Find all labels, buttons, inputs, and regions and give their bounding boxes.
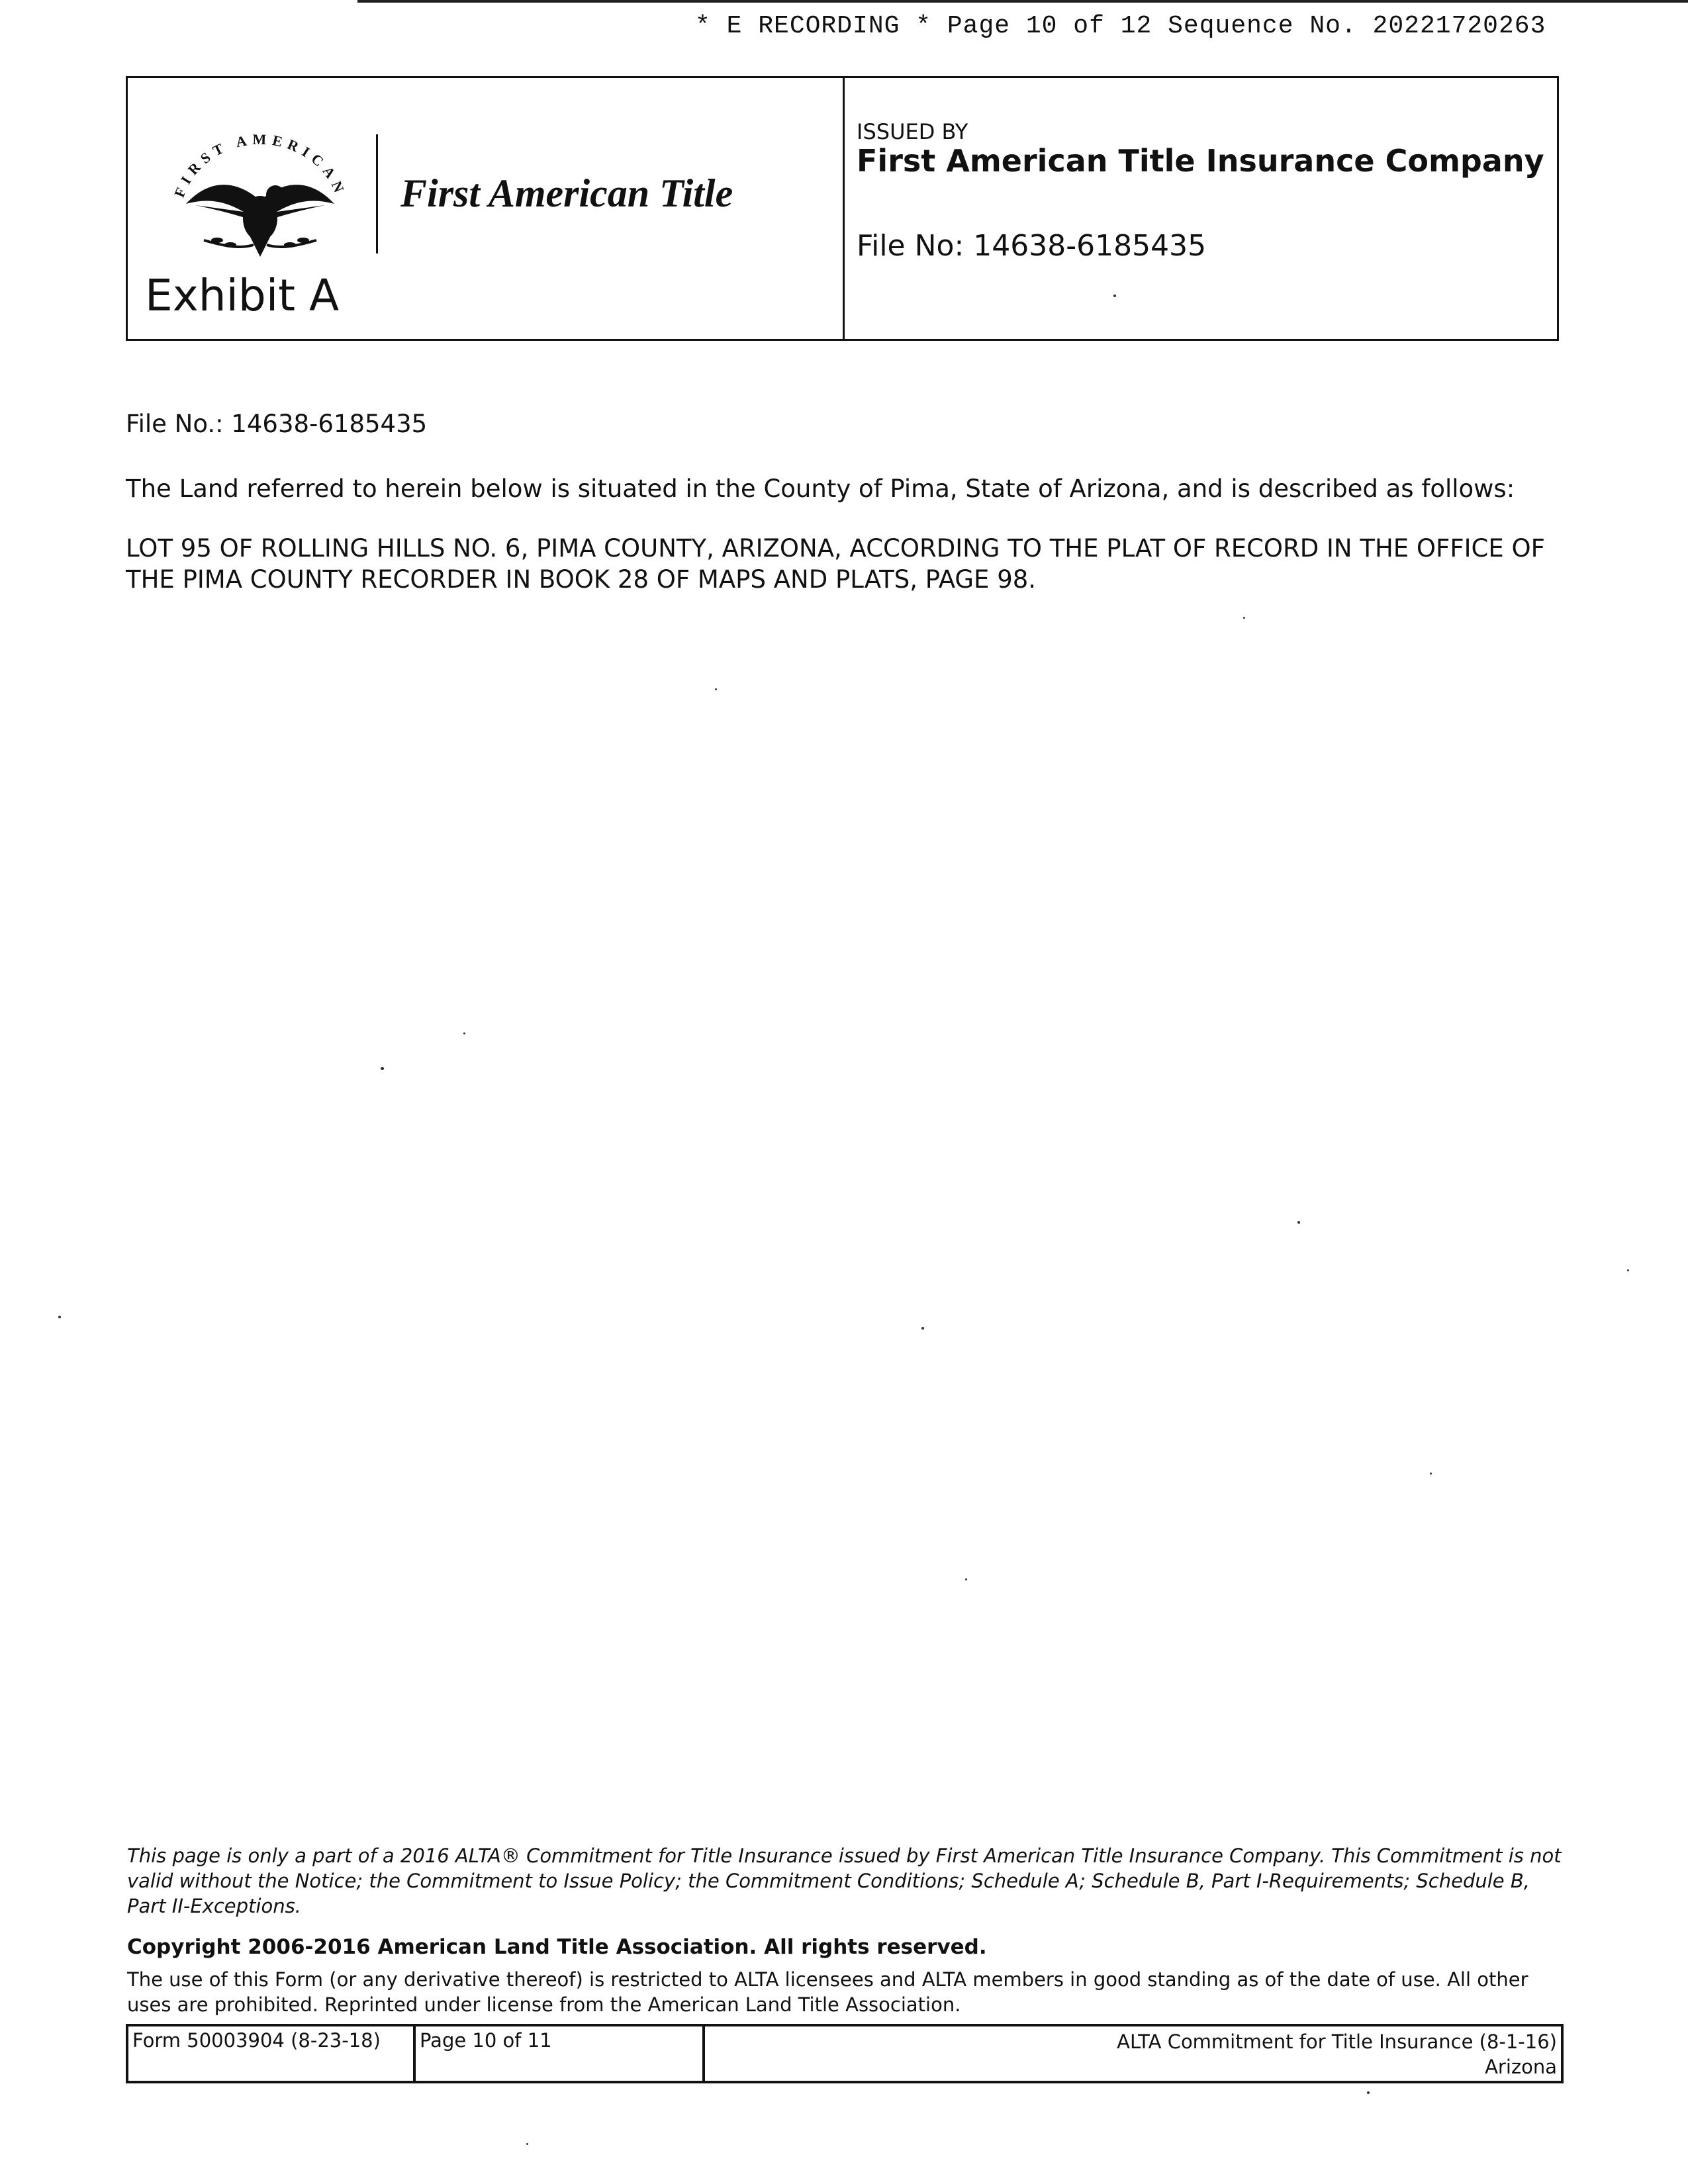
header-left-panel — [128, 78, 845, 339]
header-right-panel — [845, 78, 1557, 339]
scan-speck — [526, 2143, 528, 2145]
commitment-title: ALTA Commitment for Title Insurance (8-1-16) — [1117, 2030, 1557, 2053]
file-number: File No.: 14638-6185435 — [126, 410, 428, 438]
land-intro: The Land referred to herein below is situated in the County of Pima, State of Arizona, and is described as follows: — [126, 475, 1515, 503]
commitment-cell — [705, 2026, 1561, 2081]
footer-form-table — [126, 2024, 1564, 2083]
form-number: Form 50003904 (8-23-18) — [128, 2026, 416, 2081]
brand-name: First American Title — [400, 171, 733, 215]
page-number: Page 10 of 11 — [416, 2026, 705, 2081]
footer-notice: This page is only a part of a 2016 ALTA® Commitment for Title Insurance issued by First American Title Insurance Company. This Commitment is not valid without the Notice; the Commitment to Issue Policy; the Commitment Conditions; Schedule A; Schedule B, Part I-Requirements; Schedule B, Part II-Exceptions. — [127, 1844, 1562, 1917]
issued-by-label: ISSUED BY — [857, 119, 968, 144]
scan-speck — [463, 1032, 465, 1034]
eagle-icon — [154, 131, 366, 277]
company-name: First American Title Insurance Company — [857, 143, 1544, 179]
scan-speck — [58, 1316, 61, 1318]
top-rule — [357, 0, 1688, 3]
legal-description-line-2: THE PIMA COUNTY RECORDER IN BOOK 28 OF MAPS AND PLATS, PAGE 98. — [126, 565, 1037, 594]
footer-use-notice: The use of this Form (or any derivative thereof) is restricted to ALTA licensees and ALTA members in good standing as of the date of use. All other uses are prohibited. Reprinted under license from the American Land Title Association. — [127, 1968, 1528, 2016]
scan-speck — [1430, 1473, 1432, 1475]
commitment-state: Arizona — [1485, 2056, 1557, 2078]
legal-description-line-1: LOT 95 OF ROLLING HILLS NO. 6, PIMA COUNTY, ARIZONA, ACCORDING TO THE PLAT OF RECORD IN THE OFFICE OF — [126, 534, 1545, 563]
header-file-number: File No: 14638-6185435 — [857, 229, 1207, 263]
document-header — [126, 76, 1559, 341]
scan-speck — [1627, 1269, 1629, 1271]
scan-speck — [1243, 617, 1245, 619]
logo-divider — [376, 134, 378, 253]
scan-speck — [921, 1327, 924, 1330]
recording-header: * E RECORDING * Page 10 of 12 Sequence No. 20221720263 — [695, 12, 1546, 40]
scan-speck — [715, 688, 717, 690]
scan-speck — [381, 1067, 384, 1070]
scan-speck — [1297, 1221, 1300, 1224]
scan-speck — [1113, 295, 1116, 297]
footer-copyright: Copyright 2006-2016 American Land Title Association. All rights reserved. — [127, 1935, 987, 1959]
scan-speck — [1367, 2091, 1370, 2094]
scan-speck — [965, 1578, 967, 1580]
exhibit-title: Exhibit A — [145, 270, 340, 321]
svg-text:FIRST AMERICAN: FIRST AMERICAN — [170, 131, 350, 200]
